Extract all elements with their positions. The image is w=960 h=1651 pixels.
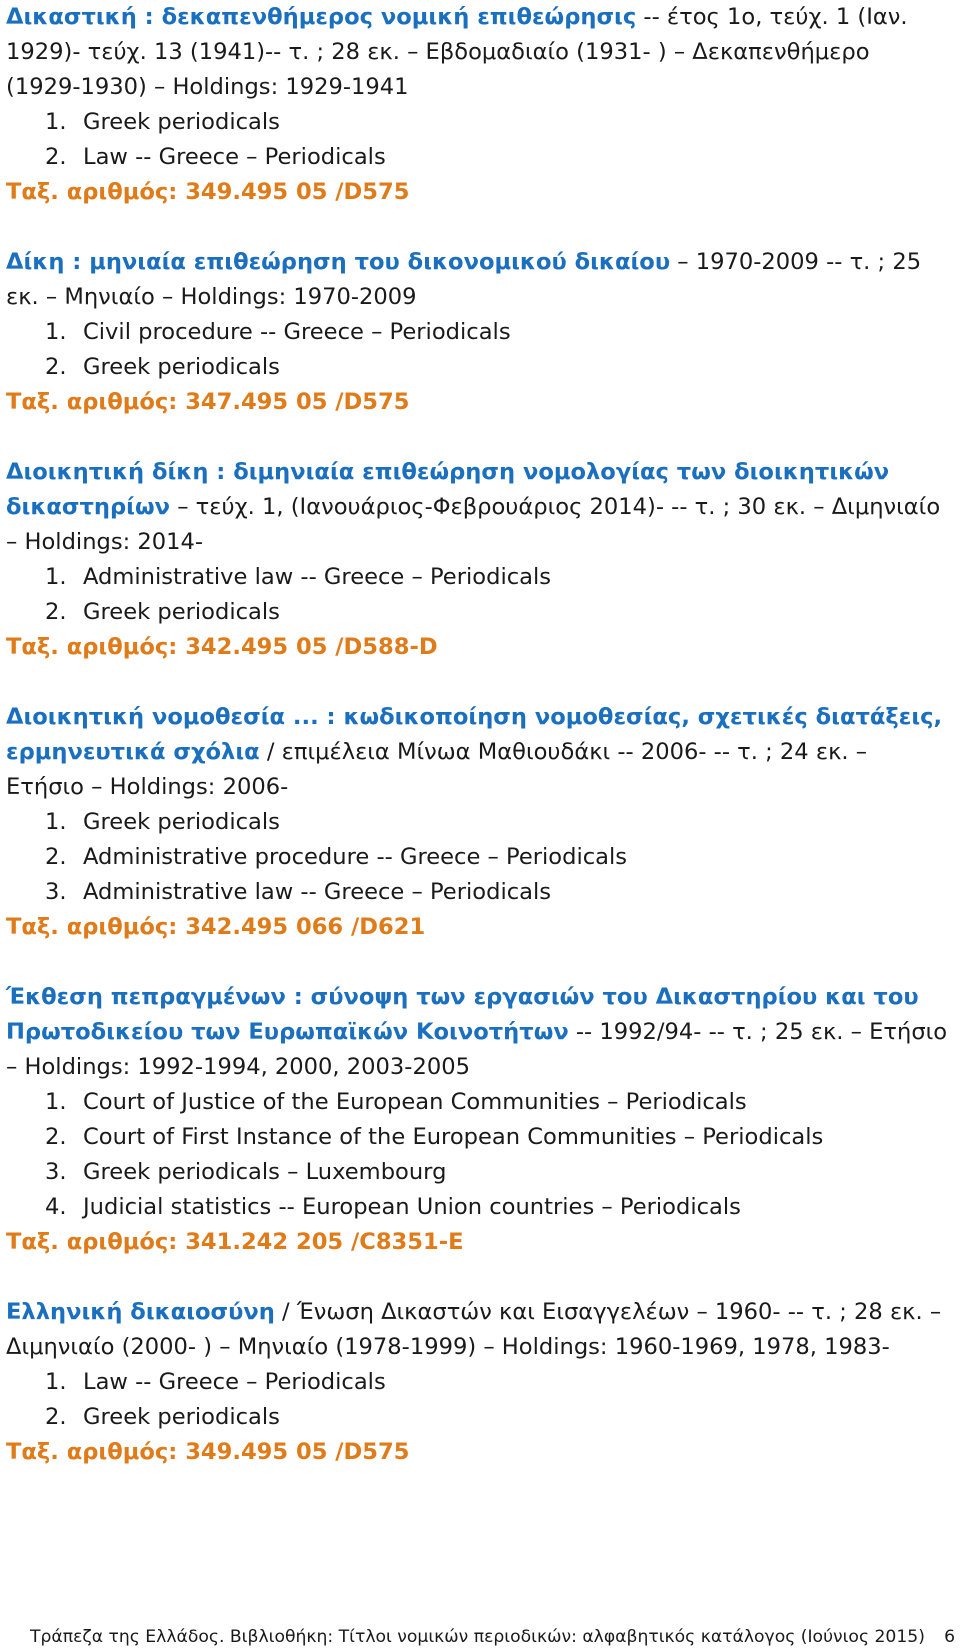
subject-item: 1. Greek periodicals: [45, 109, 280, 135]
call-number: Ταξ. αριθμός: 342.495 066 /D621: [6, 914, 426, 940]
entry-description: – τεύχ. 1, (Ιανουάριος-Φεβρουάριος 2014)- -- τ. ; 30 εκ. – Διμηνιαίο – Holdings: 2014-: [6, 494, 941, 555]
catalog-entry: [6, 455, 951, 665]
subject-label: Greek periodicals – Luxembourg: [83, 1159, 447, 1185]
entry-description: -- έτος 1ο, τεύχ. 1 (Ιαν. 1929)- τεύχ. 13 (1941)-- τ. ; 28 εκ. – Εβδομαδιαίο (1931- ) – Δεκαπενθήμερο (1929-1930) – Holdings: 1929-1941: [6, 4, 908, 100]
subject-label: Law -- Greece – Periodicals: [83, 1369, 386, 1395]
entry-title[interactable]: Ελληνική δικαιοσύνη: [6, 1299, 275, 1325]
entry-heading: [6, 980, 951, 1085]
subject-label: Civil procedure -- Greece – Periodicals: [83, 319, 511, 345]
subject-item: 3. Greek periodicals – Luxembourg: [45, 1159, 447, 1185]
subject-label: Greek periodicals: [83, 599, 280, 625]
subject-item: 1. Greek periodicals: [45, 809, 280, 835]
entry-title[interactable]: Διοικητική νομοθεσία ... : κωδικοποίηση νομοθεσίας, σχετικές διατάξεις, ερμηνευτικά σχόλια: [6, 704, 943, 765]
entry-heading: [6, 245, 951, 315]
subject-item: 2. Greek periodicals: [45, 1404, 280, 1430]
page-number: 6: [944, 1627, 955, 1647]
entry-title[interactable]: Δίκη : μηνιαία επιθεώρηση του δικονομικού δικαίου: [6, 249, 671, 275]
subject-item: 3. Administrative law -- Greece – Periodicals: [45, 879, 552, 905]
subject-item: 4. Judicial statistics -- European Union countries – Periodicals: [45, 1194, 741, 1220]
subject-list: [6, 1085, 951, 1225]
subject-item: 2. Court of First Instance of the European Communities – Periodicals: [45, 1124, 824, 1150]
subject-label: Greek periodicals: [83, 809, 280, 835]
subject-label: Administrative procedure -- Greece – Periodicals: [83, 844, 628, 870]
entry-description: – 1970-2009 -- τ. ; 25 εκ. – Μηνιαίο – Holdings: 1970-2009: [6, 249, 922, 310]
subject-item: 1. Court of Justice of the European Communities – Periodicals: [45, 1089, 747, 1115]
entry-heading: [6, 1295, 951, 1365]
subject-item: 2. Greek periodicals: [45, 599, 280, 625]
subject-item: 1. Civil procedure -- Greece – Periodicals: [45, 319, 511, 345]
entry-description: / επιμέλεια Μίνωα Μαθιουδάκι -- 2006- -- τ. ; 24 εκ. – Ετήσιο – Holdings: 2006-: [6, 739, 868, 800]
subject-label: Judicial statistics -- European Union countries – Periodicals: [83, 1194, 741, 1220]
subject-label: Greek periodicals: [83, 1404, 280, 1430]
subject-label: Court of Justice of the European Communities – Periodicals: [83, 1089, 747, 1115]
entry-heading: [6, 0, 951, 105]
subject-label: Greek periodicals: [83, 354, 280, 380]
catalog-entry: [6, 245, 951, 420]
subject-label: Greek periodicals: [83, 109, 280, 135]
subject-label: Court of First Instance of the European Communities – Periodicals: [83, 1124, 824, 1150]
subject-label: Administrative law -- Greece – Periodicals: [83, 564, 552, 590]
subject-list: [6, 560, 951, 630]
entry-description: -- 1992/94- -- τ. ; 25 εκ. – Ετήσιο – Holdings: 1992-1994, 2000, 2003-2005: [6, 1019, 948, 1080]
page-footer: [30, 1626, 955, 1648]
call-number: Ταξ. αριθμός: 347.495 05 /D575: [6, 389, 410, 415]
subject-list: [6, 1365, 951, 1435]
subject-item: 1. Administrative law -- Greece – Periodicals: [45, 564, 552, 590]
catalog-entry: [6, 0, 951, 210]
subject-label: Administrative law -- Greece – Periodicals: [83, 879, 552, 905]
entry-title[interactable]: Δικαστική : δεκαπενθήμερος νομική επιθεώρησις: [6, 4, 637, 30]
subject-item: 2. Greek periodicals: [45, 354, 280, 380]
catalog-page: [6, 0, 951, 1505]
entry-heading: [6, 455, 951, 560]
entry-heading: [6, 700, 951, 805]
subject-item: 2. Law -- Greece – Periodicals: [45, 144, 386, 170]
subject-list: [6, 805, 951, 910]
subject-list: [6, 315, 951, 385]
catalog-entry: [6, 700, 951, 945]
entry-title[interactable]: Διοικητική δίκη : διμηνιαία επιθεώρηση νομολογίας των διοικητικών δικαστηρίων: [6, 459, 890, 520]
entry-description: / Ένωση Δικαστών και Εισαγγελέων – 1960- -- τ. ; 28 εκ. – Διμηνιαίο (2000- ) – Μηνιαίο (1978-1999) – Holdings: 1960-1969, 1978, 1983-: [6, 1299, 942, 1360]
subject-item: 1. Law -- Greece – Periodicals: [45, 1369, 386, 1395]
subject-item: 2. Administrative procedure -- Greece – Periodicals: [45, 844, 628, 870]
subject-label: Law -- Greece – Periodicals: [83, 144, 386, 170]
call-number: Ταξ. αριθμός: 349.495 05 /D575: [6, 179, 410, 205]
call-number: Ταξ. αριθμός: 341.242 205 /C8351-E: [6, 1229, 464, 1255]
catalog-entry: [6, 1295, 951, 1470]
call-number: Ταξ. αριθμός: 342.495 05 /D588-D: [6, 634, 438, 660]
entry-title[interactable]: Έκθεση πεπραγμένων : σύνοψη των εργασιών του Δικαστηρίου και του Πρωτοδικείου των Ευρωπαϊκών Κοινοτήτων: [6, 984, 919, 1045]
footer-text: Τράπεζα της Ελλάδος. Βιβλιοθήκη: Τίτλοι νομικών περιοδικών: αλφαβητικός κατάλογος (Ιούνιος 2015): [30, 1627, 925, 1647]
catalog-entry: [6, 980, 951, 1260]
subject-list: [6, 105, 951, 175]
call-number: Ταξ. αριθμός: 349.495 05 /D575: [6, 1439, 410, 1465]
